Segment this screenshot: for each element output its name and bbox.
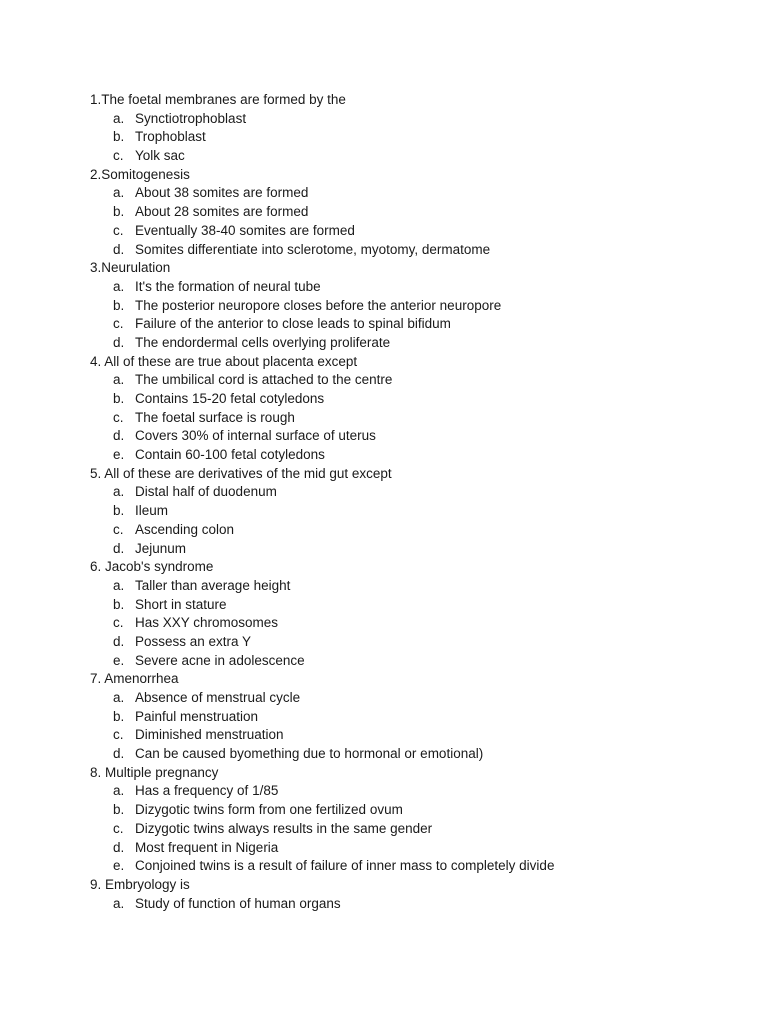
answer-option — [90, 596, 730, 615]
answer-option — [90, 857, 730, 876]
option-letter: c. — [113, 615, 124, 631]
question-text: Multiple pregnancy — [101, 764, 219, 780]
answer-option — [90, 297, 730, 316]
option-text: Painful menstruation — [135, 708, 259, 724]
option-text: Diminished menstruation — [135, 727, 284, 743]
question-block — [90, 670, 730, 763]
option-text: Synctiotrophoblast — [135, 110, 247, 126]
answer-option — [90, 820, 730, 839]
answer-option — [90, 782, 730, 801]
question-block — [90, 166, 730, 259]
question-text: Neurulation — [101, 260, 171, 276]
answer-option — [90, 278, 730, 297]
question-text: The foetal membranes are formed by the — [101, 92, 346, 107]
answer-option — [90, 110, 730, 129]
question-number: 3. — [90, 260, 102, 276]
option-letter: e. — [113, 858, 125, 874]
answer-option — [90, 689, 730, 708]
option-text: Possess an extra Y — [135, 633, 252, 649]
option-letter: d. — [113, 633, 125, 649]
answer-option — [90, 839, 730, 858]
answer-option — [90, 483, 730, 502]
option-letter: d. — [113, 241, 125, 257]
option-text: Eventually 38-40 somites are formed — [135, 222, 355, 238]
answer-option — [90, 315, 730, 334]
option-text: Absence of menstrual cycle — [135, 690, 301, 705]
option-letter: a. — [113, 110, 125, 126]
option-letter: a. — [113, 185, 125, 201]
option-letter: d. — [113, 746, 125, 762]
question-list — [90, 91, 730, 913]
question-line — [90, 876, 730, 895]
question-number: 9. — [90, 876, 102, 892]
option-letter: a. — [113, 690, 125, 705]
option-letter: e. — [113, 652, 125, 668]
question-text: All of these are true about placenta except — [101, 353, 358, 369]
option-letter: c. — [113, 316, 124, 332]
option-letter: c. — [113, 148, 124, 164]
answer-option — [90, 726, 730, 745]
answer-option — [90, 390, 730, 409]
answer-option — [90, 895, 730, 914]
option-letter: b. — [113, 129, 125, 145]
answer-option — [90, 184, 730, 203]
option-text: Dizygotic twins form from one fertilized ovum — [135, 802, 403, 818]
question-line — [90, 670, 730, 689]
option-letter: b. — [113, 297, 125, 313]
question-block — [90, 764, 730, 876]
option-letter: a. — [113, 372, 125, 388]
question-text: All of these are derivatives of the mid gut except — [101, 465, 392, 481]
option-letter: e. — [113, 447, 125, 463]
option-text: It's the formation of neural tube — [135, 278, 321, 294]
option-text: Has XXY chromosomes — [135, 615, 279, 631]
option-letter: d. — [113, 428, 125, 444]
option-text: Somites differentiate into sclerotome, myotomy, dermatome — [135, 241, 491, 257]
option-text: Trophoblast — [135, 129, 206, 145]
question-number: 7. — [90, 671, 102, 687]
answer-option — [90, 708, 730, 727]
answer-option — [90, 801, 730, 820]
answer-option — [90, 427, 730, 446]
question-number: 4. — [90, 353, 102, 369]
question-line — [90, 166, 730, 185]
question-text: Somitogenesis — [101, 166, 190, 182]
answer-option — [90, 633, 730, 652]
option-text: Most frequent in Nigeria — [135, 839, 279, 855]
option-letter: a. — [113, 278, 125, 294]
option-letter: c. — [113, 727, 124, 743]
answer-option — [90, 614, 730, 633]
question-block — [90, 465, 730, 558]
question-line — [90, 353, 730, 372]
option-text: Ascending colon — [135, 521, 235, 537]
question-block — [90, 558, 730, 670]
question-number: 5. — [90, 465, 102, 481]
question-text: Embryology is — [101, 876, 190, 892]
question-line — [90, 259, 730, 278]
question-line — [90, 91, 730, 110]
question-number: 1. — [90, 92, 102, 107]
option-text: Study of function of human organs — [135, 895, 341, 911]
answer-option — [90, 371, 730, 390]
option-text: Jejunum — [135, 540, 187, 556]
option-text: Distal half of duodenum — [135, 484, 277, 500]
option-text: The endordermal cells overlying proliferate — [135, 334, 391, 350]
answer-option — [90, 409, 730, 428]
question-line — [90, 558, 730, 577]
option-letter: a. — [113, 577, 125, 593]
answer-option — [90, 147, 730, 166]
option-text: The posterior neuropore closes before the anterior neuropore — [135, 297, 502, 313]
option-text: Yolk sac — [135, 148, 185, 164]
answer-option — [90, 540, 730, 559]
option-text: Covers 30% of internal surface of uterus — [135, 428, 376, 444]
answer-option — [90, 577, 730, 596]
option-text: Ileum — [135, 503, 169, 519]
option-letter: c. — [113, 222, 124, 238]
question-number: 2. — [90, 166, 102, 182]
option-letter: c. — [113, 820, 124, 836]
question-line — [90, 465, 730, 484]
answer-option — [90, 521, 730, 540]
option-text: About 28 somites are formed — [135, 204, 309, 220]
option-text: Short in stature — [135, 596, 227, 612]
question-line — [90, 764, 730, 783]
option-text: Severe acne in adolescence — [135, 652, 305, 668]
answer-option — [90, 446, 730, 465]
option-text: Contain 60-100 fetal cotyledons — [135, 447, 325, 463]
option-letter: b. — [113, 596, 125, 612]
answer-option — [90, 334, 730, 353]
answer-option — [90, 203, 730, 222]
option-letter: b. — [113, 802, 125, 818]
option-letter: b. — [113, 204, 125, 220]
answer-option — [90, 502, 730, 521]
option-letter: d. — [113, 540, 125, 556]
question-text: Jacob's syndrome — [101, 559, 214, 575]
option-text: Conjoined twins is a result of failure of inner mass to completely divide — [135, 858, 555, 874]
question-block — [90, 259, 730, 352]
option-letter: b. — [113, 391, 125, 406]
option-letter: b. — [113, 708, 125, 724]
option-text: About 38 somites are formed — [135, 185, 309, 201]
option-text: Taller than average height — [135, 577, 291, 593]
answer-option — [90, 745, 730, 764]
question-text: Amenorrhea — [101, 671, 179, 687]
option-letter: a. — [113, 783, 125, 799]
option-letter: d. — [113, 334, 125, 350]
option-letter: a. — [113, 484, 125, 500]
option-letter: c. — [113, 521, 124, 537]
question-block — [90, 91, 730, 166]
option-letter: a. — [113, 895, 125, 911]
answer-option — [90, 128, 730, 147]
option-text: Contains 15-20 fetal cotyledons — [135, 391, 325, 406]
answer-option — [90, 222, 730, 241]
answer-option — [90, 241, 730, 260]
option-letter: c. — [113, 409, 124, 425]
option-letter: b. — [113, 503, 125, 519]
question-block — [90, 353, 730, 465]
question-number: 6. — [90, 559, 102, 575]
option-text: Dizygotic twins always results in the same gender — [135, 820, 433, 836]
option-text: The foetal surface is rough — [135, 409, 295, 425]
option-text: The umbilical cord is attached to the centre — [135, 372, 393, 388]
question-number: 8. — [90, 764, 102, 780]
option-text: Failure of the anterior to close leads to spinal bifidum — [135, 316, 451, 332]
option-text: Can be caused byomething due to hormonal or emotional) — [135, 746, 484, 762]
option-letter: d. — [113, 839, 125, 855]
option-text: Has a frequency of 1/85 — [135, 783, 279, 799]
question-block — [90, 876, 730, 913]
answer-option — [90, 652, 730, 671]
